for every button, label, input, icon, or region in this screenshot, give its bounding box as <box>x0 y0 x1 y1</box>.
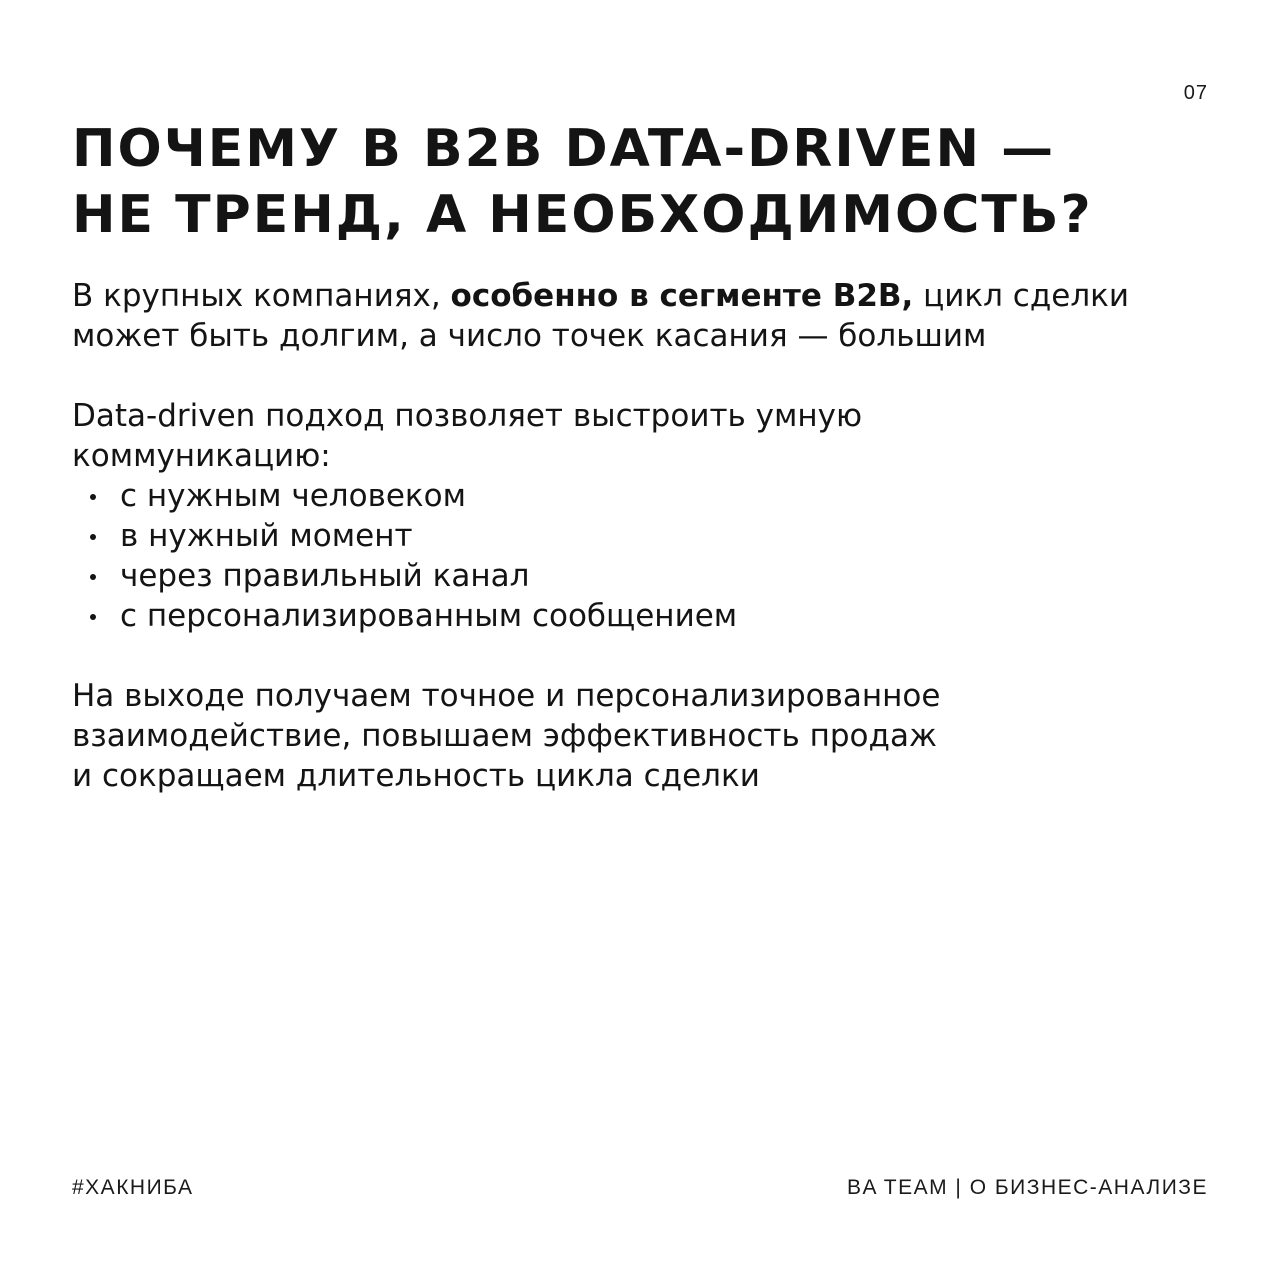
intro-line-2: может быть долгим, а число точек касания — большим <box>72 318 987 354</box>
intro-line-1 <box>72 276 1222 316</box>
footer-hashtag: #ХАКНИБА <box>72 1176 194 1199</box>
conclusion-line-1: На выходе получаем точное и персонализированное <box>72 678 941 714</box>
list-item-text: с нужным человеком <box>120 478 467 514</box>
spacer <box>72 636 1222 676</box>
page-number: 07 <box>1183 82 1208 104</box>
list-item-text: в нужный момент <box>120 518 413 554</box>
list-item-text: с персонализированным сообщением <box>120 598 738 634</box>
list-item <box>72 516 1222 556</box>
approach-line-2: коммуникацию: <box>72 438 331 474</box>
conclusion-line-3: и сокращаем длительность цикла сделки <box>72 758 760 794</box>
bullet-dot-icon <box>90 534 96 540</box>
list-item <box>72 596 1222 636</box>
approach-bullet-list <box>72 476 1222 636</box>
bullet-dot-icon <box>90 614 96 620</box>
page-title <box>72 116 1212 248</box>
approach-line-1: Data-driven подход позволяет выстроить умную <box>72 398 863 434</box>
list-item-text: через правильный канал <box>120 558 530 594</box>
bullet-dot-icon <box>90 494 96 500</box>
conclusion-line-2: взаимодействие, повышаем эффективность продаж <box>72 718 937 754</box>
intro-text-start: В крупных компаниях, <box>72 278 451 314</box>
intro-bold-text: особенно в сегменте B2B, <box>450 278 914 314</box>
list-item <box>72 556 1222 596</box>
bullet-dot-icon <box>90 574 96 580</box>
content-body <box>72 276 1222 796</box>
conclusion-paragraph <box>72 676 1222 796</box>
footer-brand: BA TEAM | О БИЗНЕС-АНАЛИЗЕ <box>846 1176 1208 1199</box>
list-item <box>72 476 1222 516</box>
intro-paragraph <box>72 276 1222 356</box>
title-line-2: НЕ ТРЕНД, А НЕОБХОДИМОСТЬ? <box>72 185 1093 245</box>
intro-text-end: цикл сделки <box>913 278 1130 314</box>
spacer <box>72 356 1222 396</box>
title-line-1: ПОЧЕМУ В B2B DATA-DRIVEN — <box>72 119 1056 179</box>
approach-paragraph <box>72 396 1222 476</box>
